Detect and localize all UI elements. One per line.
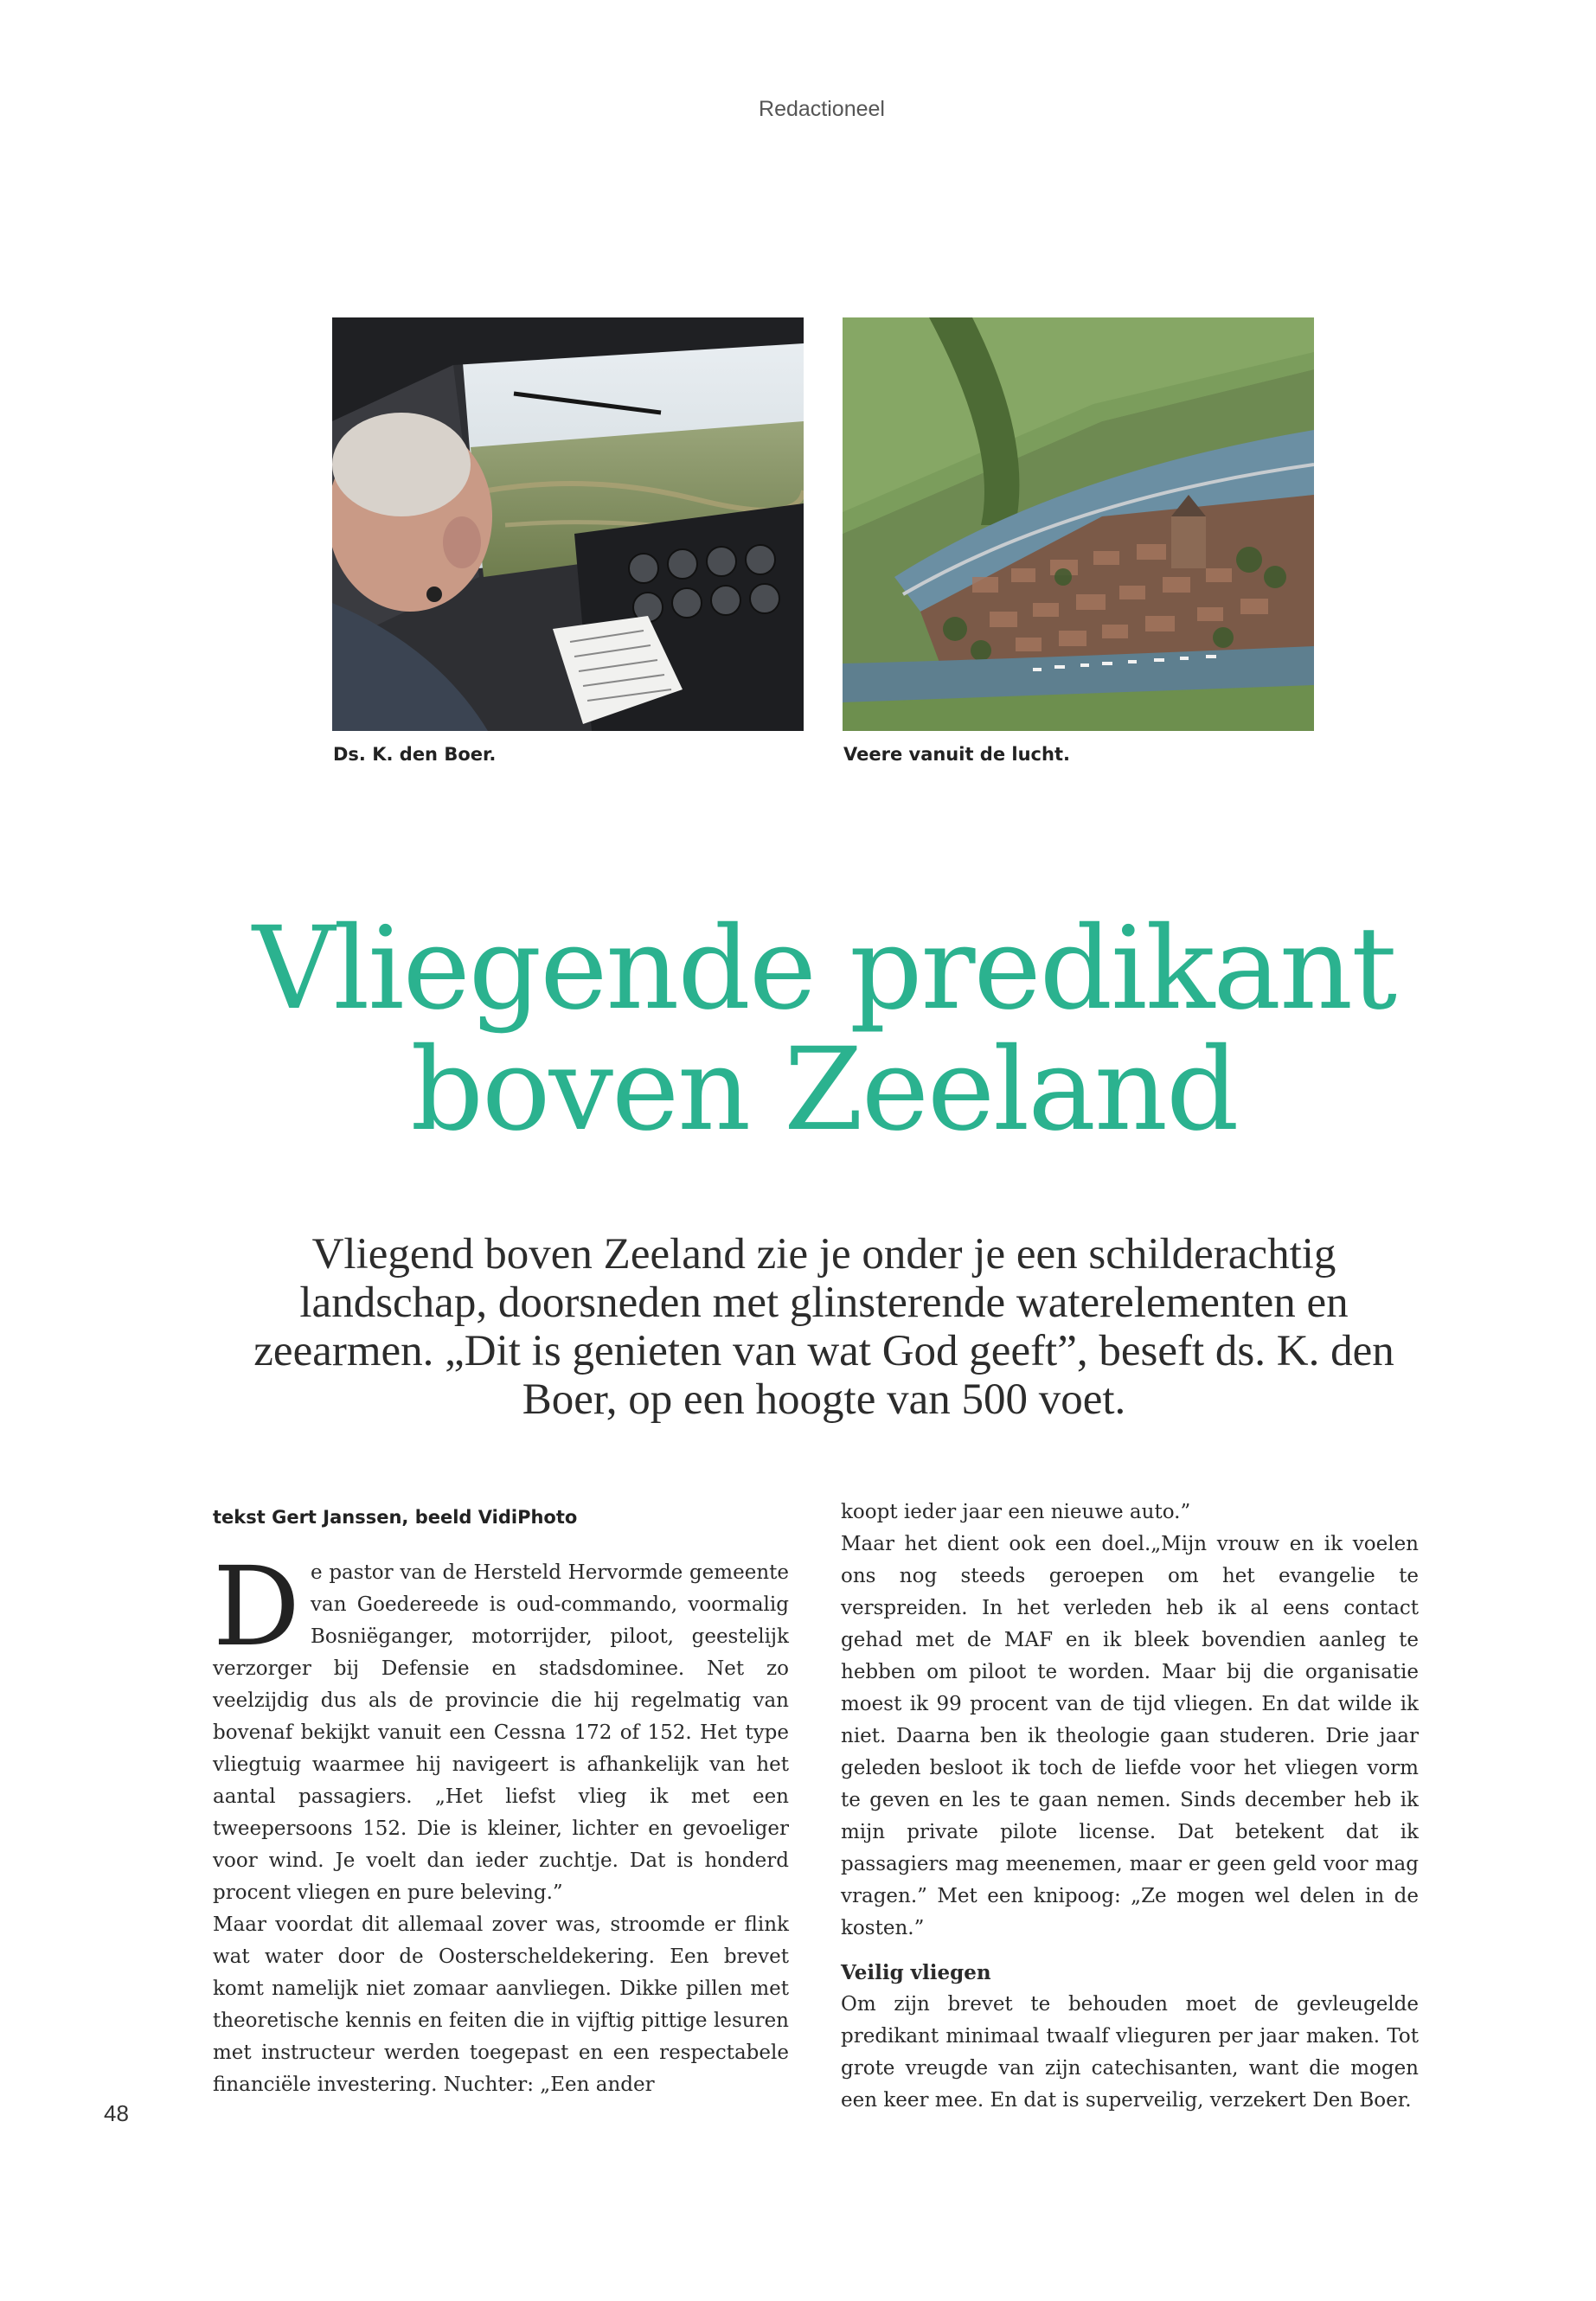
column-right xyxy=(841,1497,1419,2117)
subheading-veilig-vliegen: Veilig vliegen xyxy=(841,1961,991,1984)
photo-caption-veere: Veere vanuit de lucht. xyxy=(843,744,1070,765)
paragraph-5: Om zijn brevet te behouden moet de gevleugelde predikant minimaal twaalf vlieguren per jaar maken. Tot grote vreugde van zijn catechisanten, want die mogen een keer mee. En dat is superveilig, verzekert Den Boer. xyxy=(841,1993,1419,2112)
article-headline xyxy=(0,902,1596,1157)
article-credit: tekst Gert Janssen, beeld VidiPhoto xyxy=(213,1507,578,1528)
photo-veere-aerial xyxy=(843,317,1314,731)
article-intro: Vliegend boven Zeeland zie je onder je een schilderachtig landschap, doorsneden met glinsterende waterelementen en zeearmen. „Dit is genieten van wat God geeft”, beseft ds. K. den Boer, op een hoogte van 500 voet. xyxy=(253,1230,1394,1424)
section-label: Redactioneel xyxy=(759,97,885,121)
paragraph-2: Maar voordat dit allemaal zover was, stroomde er flink wat water door de Oosterscheldekering. Een brevet komt namelijk niet zomaar aanvliegen. Dikke pillen met theoretische kennis en feiten die in vijftig pittige lesuren met instructeur werden toegepast en een respectabele financiële investering. Nuchter: „Een ander xyxy=(213,1913,789,2096)
drop-cap: D xyxy=(213,1543,301,1670)
page-number: 48 xyxy=(104,2100,129,2126)
paragraph-1-text: e pastor van de Hersteld Hervormde gemeente van Goedereede is oud-commando, voormalig Bosniëganger, motorrijder, piloot, geestelijk verzorger bij Defensie en stadsdominee. Net zo veelzijdig dus als de provincie die hij regelmatig van bovenaf bekijkt vanuit een Cessna 172 of 152. Het type vliegtuig waarmee hij navigeert is afhankelijk van het aantal passagiers. „Het liefst vlieg ik met een tweepersoons 152. Die is kleiner, lichter en gevoeliger voor wind. Je voelt dan ieder zuchtje. Dat is honderd procent vliegen en pure beleving.” xyxy=(213,1561,789,1904)
column-left xyxy=(213,1543,789,2101)
headline-line-1: Vliegende predikant xyxy=(252,902,1396,1035)
paragraph-4: Maar het dient ook een doel.„Mijn vrouw en ik voelen ons nog steeds geroepen om het evangelie te verspreiden. In het verleden heb ik al eens contact gehad met de MAF en ik bleek bovendien aanleg te hebben om piloot te worden. Maar bij die organisatie moest ik 99 procent van de tijd vliegen. En dat wilde ik niet. Daarna ben ik theologie gaan studeren. Drie jaar geleden besloot ik toch de liefde voor het vliegen vorm te geven en les te gaan nemen. Sinds december heb ik mijn private pilote license. Dat betekent dat ik passagiers mag meenemen, maar er geen geld voor mag vragen.” Met een knipoog: „Ze mogen wel delen in de kosten.” xyxy=(841,1533,1419,1939)
paragraph-3: koopt ieder jaar een nieuwe auto.” xyxy=(841,1501,1191,1523)
photo-caption-pilot: Ds. K. den Boer. xyxy=(333,744,497,765)
paragraph-1 xyxy=(213,1543,789,1909)
photo-pilot-cockpit xyxy=(332,317,804,731)
headline-line-2: boven Zeeland xyxy=(410,1023,1238,1157)
